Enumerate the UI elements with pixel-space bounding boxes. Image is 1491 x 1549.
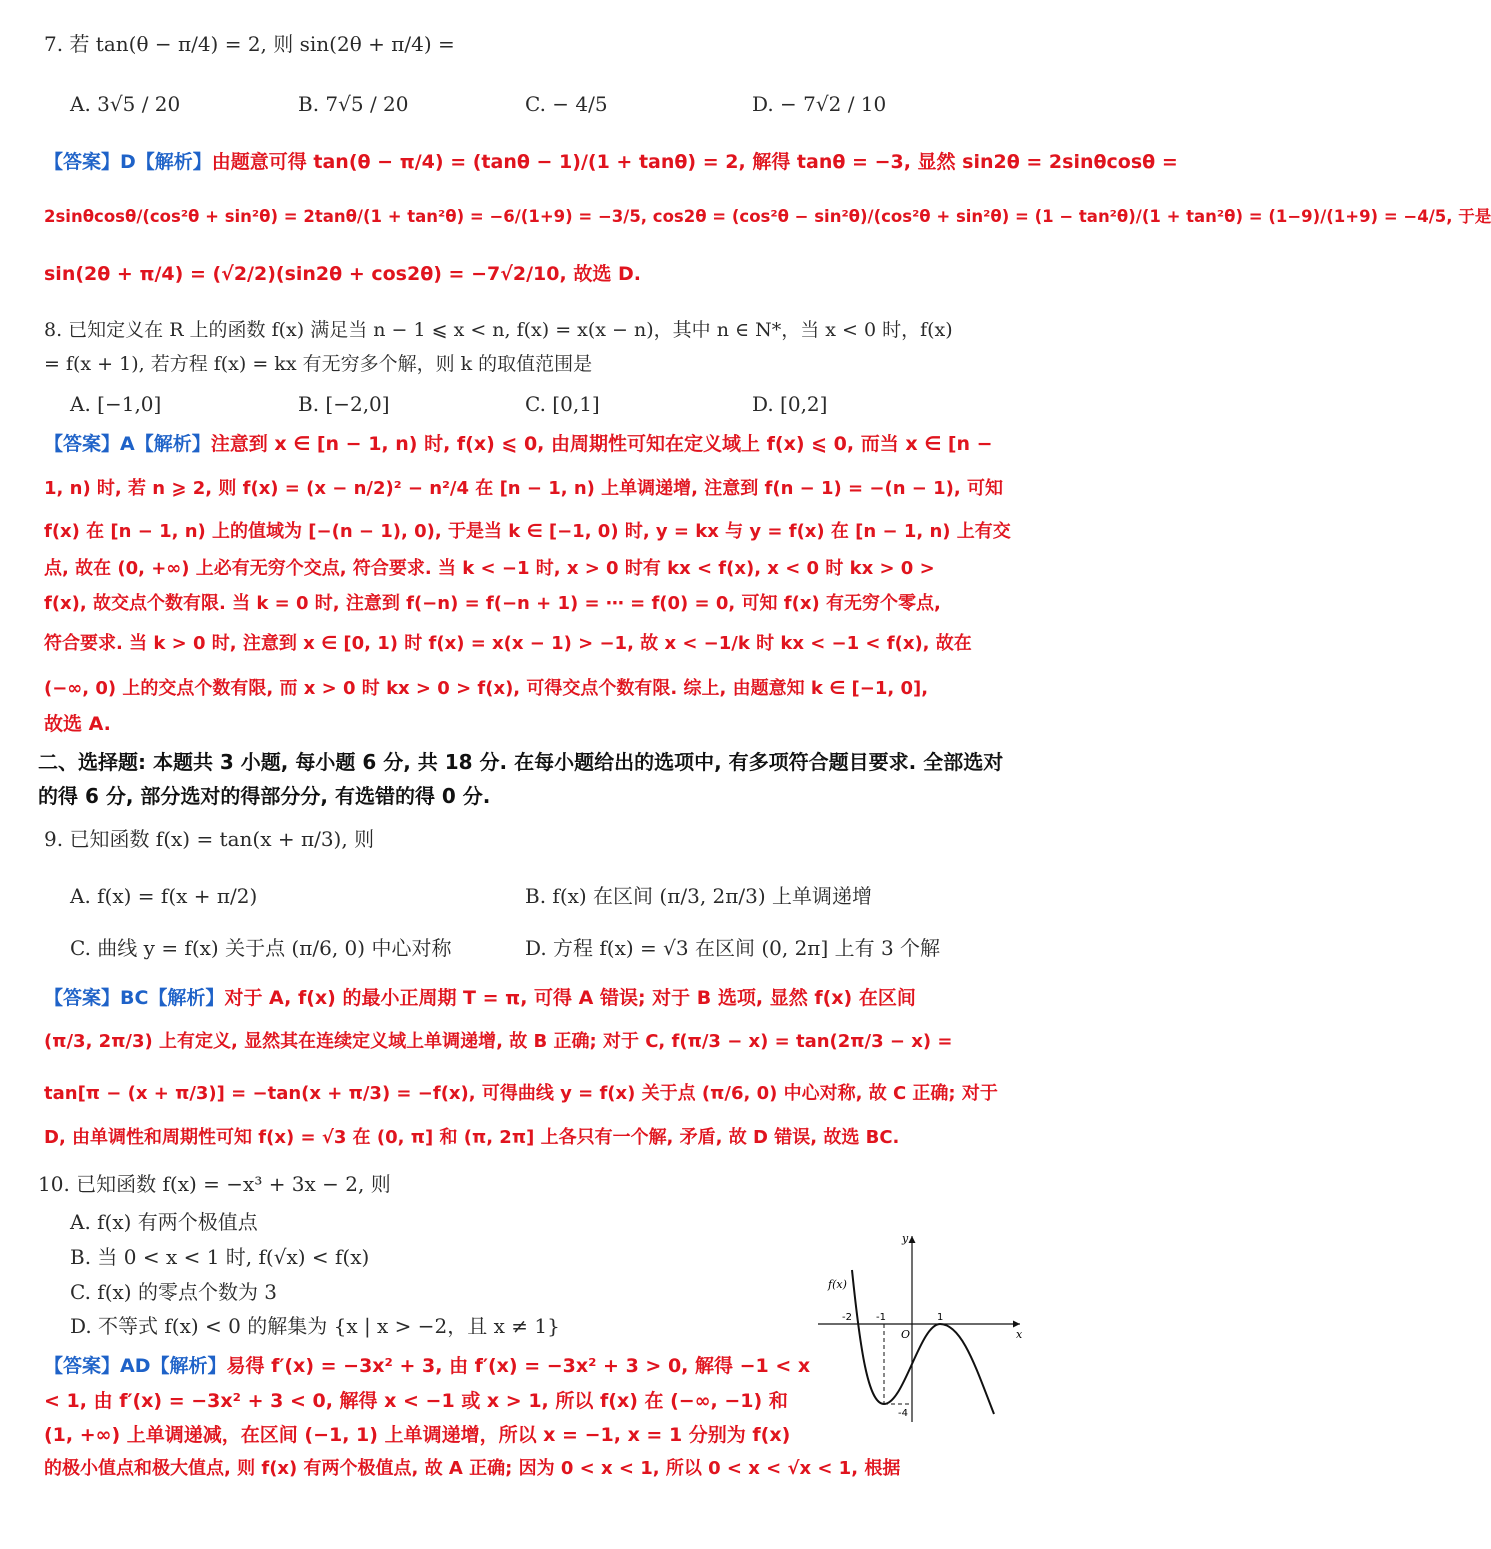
graph-label-one: 1 bbox=[937, 1312, 944, 1323]
q9-option-c: C. 曲线 y = f(x) 关于点 (π/6, 0) 中心对称 bbox=[70, 936, 452, 960]
graph-label-neg2: -2 bbox=[842, 1312, 852, 1323]
q9-answer-tag: 【答案】BC【解析】 bbox=[44, 987, 225, 1009]
q9-option-b: B. f(x) 在区间 (π/3, 2π/3) 上单调递增 bbox=[525, 884, 873, 908]
q7-answer-line-1 bbox=[44, 148, 1178, 176]
q8-option-b: B. [−2,0] bbox=[298, 392, 390, 416]
q8-stem-line-1: 8. 已知定义在 R 上的函数 f(x) 满足当 n − 1 ⩽ x < n, f(x) = x(x − n)，其中 n ∈ N*，当 x < 0 时，f(x) bbox=[44, 319, 953, 341]
q8-answer-line-5: f(x), 故交点个数有限. 当 k = 0 时, 注意到 f(−n) = f(−n + 1) = ⋯ = f(0) = 0, 可知 f(x) 有无穷个零点, bbox=[44, 593, 941, 614]
section-2-heading-line-2: 的得 6 分, 部分选对的得部分分, 有选错的得 0 分. bbox=[38, 784, 491, 808]
graph-label-neg4: -4 bbox=[898, 1408, 908, 1419]
q8-answer-line-3: f(x) 在 [n − 1, n) 上的值域为 [−(n − 1), 0), 于是当 k ∈ [−1, 0) 时, y = kx 与 y = f(x) 在 [n − 1, n) 上有交 bbox=[44, 521, 1011, 542]
q8-answer-tag: 【答案】A【解析】 bbox=[44, 433, 211, 455]
q8-answer-line-4: 点, 故在 (0, +∞) 上必有无穷个交点, 符合要求. 当 k < −1 时, x > 0 时有 kx < f(x), x < 0 时 kx > 0 > bbox=[44, 558, 935, 579]
q7-answer-line-2: 2sinθcosθ/(cos²θ + sin²θ) = 2tanθ/(1 + tan²θ) = −6/(1+9) = −3/5, cos2θ = (cos²θ − sin²θ)/(cos²θ + sin²θ) = (1 − tan²θ)/(1 + tan²θ) = (1−9)/(1+9) = −4/5, 于是 bbox=[44, 207, 1491, 226]
q10-option-b: B. 当 0 < x < 1 时, f(√x) < f(x) bbox=[70, 1245, 370, 1269]
q10-answer-line-3: (1, +∞) 上单调递减，在区间 (−1, 1) 上单调递增，所以 x = −1, x = 1 分别为 f(x) bbox=[44, 1424, 791, 1446]
q10-answer-line-4: 的极小值点和极大值点, 则 f(x) 有两个极值点, 故 A 正确; 因为 0 < x < 1, 所以 0 < x < √x < 1, 根据 bbox=[44, 1458, 901, 1479]
q7-option-c: C. − 4/5 bbox=[525, 92, 608, 116]
q9-answer-line-2: (π/3, 2π/3) 上有定义, 显然其在连续定义域上单调递增, 故 B 正确; 对于 C, f(π/3 − x) = tan(2π/3 − x) = bbox=[44, 1031, 953, 1052]
q9-answer-text-1: 对于 A, f(x) 的最小正周期 T = π, 可得 A 错误; 对于 B 选项, 显然 f(x) 在区间 bbox=[224, 987, 916, 1009]
q7-answer-line-3: sin(2θ + π/4) = (√2/2)(sin2θ + cos2θ) = −7√2/10, 故选 D. bbox=[44, 263, 641, 285]
q8-answer-line-6: 符合要求. 当 k > 0 时, 注意到 x ∈ [0, 1) 时 f(x) = x(x − 1) > −1, 故 x < −1/k 时 kx < −1 < f(x), 故在 bbox=[44, 633, 972, 654]
q8-answer-line-7: (−∞, 0) 上的交点个数有限, 而 x > 0 时 kx > 0 > f(x), 可得交点个数有限. 综上, 由题意知 k ∈ [−1, 0], bbox=[44, 678, 929, 699]
q10-option-d: D. 不等式 f(x) < 0 的解集为 {x | x > −2，且 x ≠ 1} bbox=[70, 1314, 560, 1338]
q10-option-a: A. f(x) 有两个极值点 bbox=[70, 1210, 258, 1234]
q9-answer-line-4: D, 由单调性和周期性可知 f(x) = √3 在 (0, π] 和 (π, 2π] 上各只有一个解, 矛盾, 故 D 错误, 故选 BC. bbox=[44, 1127, 900, 1148]
q8-answer-line-2: 1, n) 时, 若 n ⩾ 2, 则 f(x) = (x − n/2)² − n²/4 在 [n − 1, n) 上单调递增, 注意到 f(n − 1) = −(n − 1), 可知 bbox=[44, 478, 1003, 499]
q9-option-a: A. f(x) = f(x + π/2) bbox=[70, 884, 258, 908]
graph-label-fx: f(x) bbox=[828, 1278, 847, 1291]
q10-answer-tag: 【答案】AD【解析】 bbox=[44, 1355, 227, 1377]
q7-stem: 7. 若 tan(θ − π/4) = 2, 则 sin(2θ + π/4) = bbox=[44, 32, 455, 56]
q8-option-d: D. [0,2] bbox=[752, 392, 828, 416]
q7-option-b: B. 7√5 / 20 bbox=[298, 92, 409, 116]
graph-label-x: x bbox=[1016, 1328, 1023, 1341]
q10-option-c: C. f(x) 的零点个数为 3 bbox=[70, 1280, 278, 1304]
q9-answer-line-3: tan[π − (x + π/3)] = −tan(x + π/3) = −f(x), 可得曲线 y = f(x) 关于点 (π/6, 0) 中心对称, 故 C 正确; 对于 bbox=[44, 1083, 998, 1104]
q7-answer-tag: 【答案】D【解析】 bbox=[44, 151, 212, 173]
q9-option-d: D. 方程 f(x) = √3 在区间 (0, 2π] 上有 3 个解 bbox=[525, 936, 941, 960]
q10-answer-line-1 bbox=[44, 1352, 810, 1380]
q8-option-c: C. [0,1] bbox=[525, 392, 600, 416]
graph-label-origin: O bbox=[901, 1328, 911, 1341]
cubic-curve bbox=[852, 1270, 994, 1414]
q7-answer-text-1: 由题意可得 tan(θ − π/4) = (tanθ − 1)/(1 + tanθ) = 2, 解得 tanθ = −3, 显然 sin2θ = 2sinθcosθ = bbox=[211, 151, 1178, 173]
q9-stem: 9. 已知函数 f(x) = tan(x + π/3), 则 bbox=[44, 827, 375, 851]
graph-label-y: y bbox=[902, 1232, 909, 1245]
q8-option-a: A. [−1,0] bbox=[70, 392, 162, 416]
q8-answer-text-1: 注意到 x ∈ [n − 1, n) 时, f(x) ⩽ 0, 由周期性可知在定义域上 f(x) ⩽ 0, 而当 x ∈ [n − bbox=[210, 433, 993, 455]
q7-option-a: A. 3√5 / 20 bbox=[70, 92, 181, 116]
q8-answer-line-1 bbox=[44, 430, 993, 458]
q8-answer-line-8: 故选 A. bbox=[44, 713, 111, 735]
section-2-heading-line-1: 二、选择题: 本题共 3 小题, 每小题 6 分, 共 18 分. 在每小题给出的选项中, 有多项符合题目要求. 全部选对 bbox=[38, 750, 1004, 774]
q8-stem-line-2: = f(x + 1), 若方程 f(x) = kx 有无穷多个解，则 k 的取值范围是 bbox=[44, 353, 593, 375]
q10-function-graph bbox=[812, 1228, 1032, 1428]
q10-answer-text-1: 易得 f′(x) = −3x² + 3, 由 f′(x) = −3x² + 3 > 0, 解得 −1 < x bbox=[226, 1355, 811, 1377]
q10-answer-line-2: < 1, 由 f′(x) = −3x² + 3 < 0, 解得 x < −1 或 x > 1, 所以 f(x) 在 (−∞, −1) 和 bbox=[44, 1390, 788, 1412]
graph-label-neg1: -1 bbox=[876, 1312, 886, 1323]
q9-answer-line-1 bbox=[44, 984, 916, 1012]
q10-stem: 10. 已知函数 f(x) = −x³ + 3x − 2, 则 bbox=[38, 1172, 391, 1196]
q7-option-d: D. − 7√2 / 10 bbox=[752, 92, 887, 116]
